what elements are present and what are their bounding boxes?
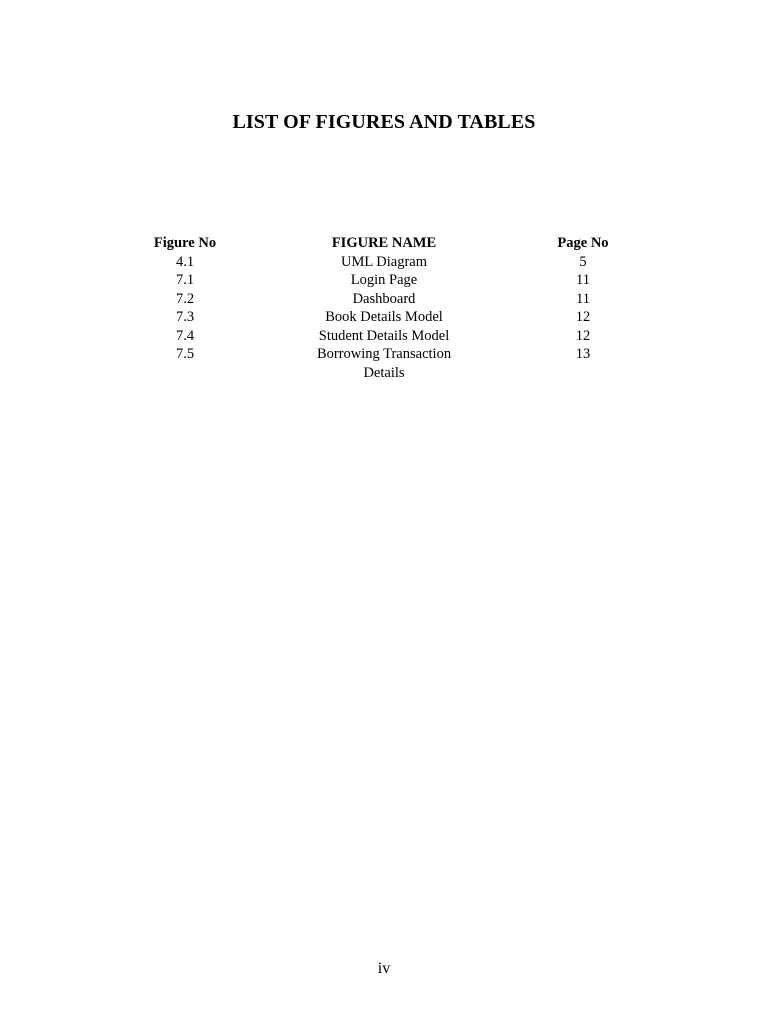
figure-name-cell [260,253,508,272]
page-title: LIST OF FIGURES AND TABLES [232,111,536,133]
figure-no-cell: 7.3 [175,309,195,325]
figure-name-cell [260,308,508,327]
header-figure-no: Figure No [153,235,217,251]
figure-name-text: Book Details Model [325,309,443,325]
page-no-cell: 11 [576,290,590,307]
table-header-row [110,234,658,253]
page-number: iv [377,960,391,977]
figure-no-cell: 7.5 [175,346,195,362]
figure-name-cell [260,290,508,309]
figure-name-text: Login Page [350,272,418,288]
figure-name-cell [260,327,508,346]
table-row [110,308,658,327]
table-row [110,327,658,346]
figure-no-cell: 7.2 [175,290,195,307]
table-row [110,253,658,272]
page-no-cell: 12 [575,309,591,325]
figure-name-text: Dashboard [352,290,416,307]
figure-name-cell [260,271,508,290]
table-row [110,345,658,382]
figure-name-cell [260,345,508,382]
figures-table [110,234,658,382]
figure-no-cell: 7.4 [175,327,195,344]
header-figure-name: FIGURE NAME [331,235,437,251]
table-row [110,290,658,309]
table-row [110,271,658,290]
page-no-cell: 5 [579,253,587,270]
page-no-cell: 12 [575,327,591,344]
figure-no-cell: 4.1 [175,253,195,270]
figure-no-cell: 7.1 [175,272,195,288]
figure-name-text: Borrowing Transaction Details [316,346,452,381]
page-no-cell: 11 [576,272,590,288]
header-page-no: Page No [557,235,609,251]
figure-name-text: UML Diagram [340,253,428,270]
page-no-cell: 13 [575,346,591,362]
figure-name-text: Student Details Model [318,327,450,344]
